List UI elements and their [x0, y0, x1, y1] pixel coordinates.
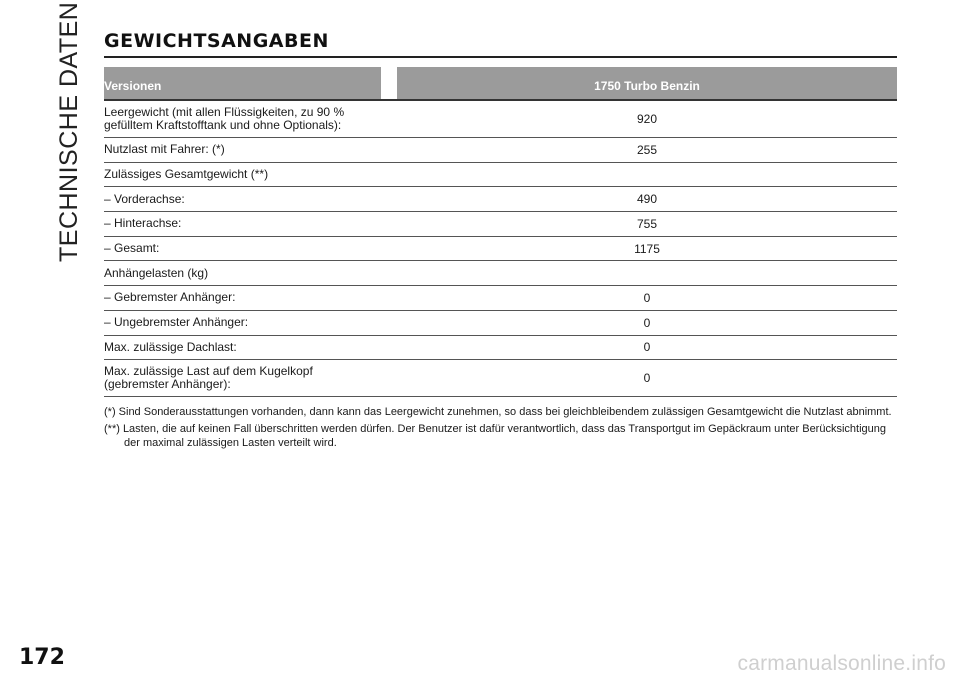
row-label: Nutzlast mit Fahrer: (*)	[104, 142, 225, 157]
page-number: 172	[19, 645, 65, 670]
table-row	[104, 360, 897, 397]
row-value	[397, 261, 897, 285]
footnotes	[104, 405, 897, 453]
row-label: – Ungebremster Anhänger:	[104, 315, 249, 330]
row-value	[397, 163, 897, 187]
row-value: 1175	[634, 241, 660, 256]
row-label: Leergewicht (mit allen Flüssigkeiten, zu 90 % gefülltem Kraftstofftank und ohne Optionals):	[104, 105, 345, 132]
row-label: – Hinterachse:	[104, 216, 182, 231]
table-row	[104, 311, 897, 336]
table-row	[104, 237, 897, 262]
watermark: carmanualsonline.info	[737, 652, 946, 675]
row-label: Zulässiges Gesamtgewicht (**)	[104, 167, 269, 182]
row-value: 920	[636, 112, 658, 126]
section-side-label: TECHNISCHE DATEN	[55, 1, 83, 262]
row-label: – Vorderachse:	[104, 191, 185, 206]
table-row	[104, 101, 897, 138]
row-value: 755	[636, 216, 658, 231]
table-row	[104, 336, 897, 361]
row-value: 0	[643, 340, 651, 355]
table-header	[104, 67, 897, 101]
header-versions: Versionen	[104, 67, 381, 99]
footnote-mark: (**)	[250, 167, 269, 182]
row-value: 490	[636, 192, 658, 207]
footnote-1: (*) Sind Sonderausstattungen vorhanden, dann kann das Leergewicht zunehmen, so dass bei gleichbleibendem zulässigen Gesamtgewicht die Nutzlast abnimmt.	[104, 406, 892, 418]
footnote-mark: (*)	[212, 142, 225, 157]
row-value: 0	[643, 371, 651, 386]
table-row	[104, 286, 897, 311]
row-value: 0	[643, 315, 651, 330]
table-row	[104, 261, 897, 286]
row-label: – Gebremster Anhänger:	[104, 290, 236, 305]
table-row	[104, 138, 897, 163]
row-label: Max. zulässige Last auf dem Kugelkopf (gebremster Anhänger):	[104, 364, 313, 392]
row-label: Max. zulässige Dachlast:	[104, 339, 237, 354]
table-row	[104, 212, 897, 237]
table-row	[104, 163, 897, 188]
header-engine: 1750 Turbo Benzin	[397, 67, 897, 99]
page-title: GEWICHTSANGABEN	[104, 30, 897, 58]
row-label: – Gesamt:	[104, 241, 160, 256]
weights-table	[104, 67, 897, 397]
table-row	[104, 187, 897, 212]
row-label: Anhängelasten (kg)	[104, 265, 209, 280]
row-value: 0	[643, 290, 651, 305]
footnote-2: (**) Lasten, die auf keinen Fall überschritten werden dürfen. Der Benutzer ist dafür verantwortlich, dass das Transportgut im Gepäckraum unter Berücksichtigung der maximal zulässigen Lasten verteilt wird.	[104, 423, 886, 449]
row-value: 255	[636, 142, 658, 157]
